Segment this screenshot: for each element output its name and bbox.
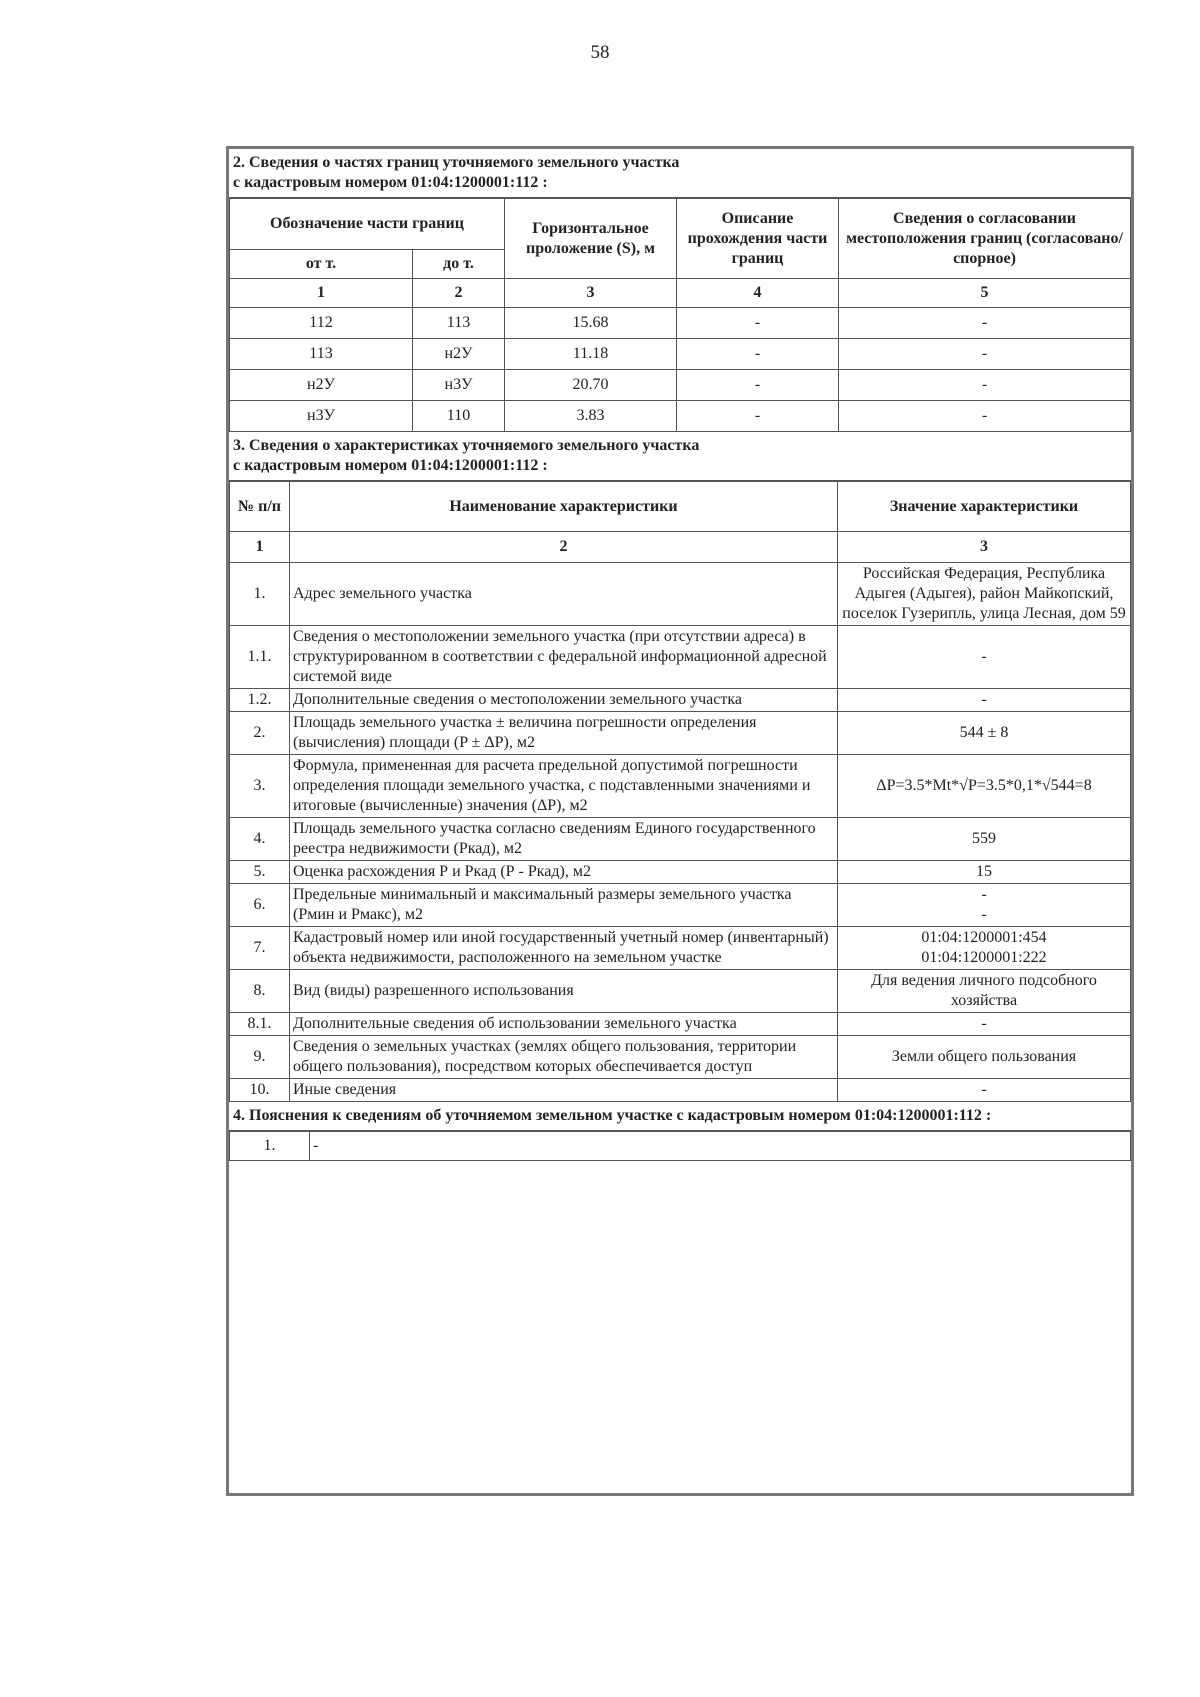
cell-horizontal: 15.68 [505, 308, 677, 339]
header-boundary: Обозначение части границ [230, 199, 505, 250]
section2-title [229, 149, 1131, 198]
explanation-text: - [310, 1132, 1131, 1161]
table-row [230, 401, 1131, 432]
header-name: Наименование характеристики [290, 482, 838, 532]
cell-to: н2У [413, 339, 505, 370]
table-row [230, 884, 1131, 927]
header-to: до т. [413, 250, 505, 279]
row-number: 1. [230, 563, 290, 626]
row-number: 6. [230, 884, 290, 927]
characteristic-value: Для ведения личного подсобного хозяйства [838, 970, 1131, 1013]
table-row [230, 927, 1131, 970]
characteristics-table [229, 481, 1131, 1102]
table-row [230, 689, 1131, 712]
cell-to: 113 [413, 308, 505, 339]
table-row [230, 1079, 1131, 1102]
row-number: 5. [230, 861, 290, 884]
characteristic-value: - [838, 626, 1131, 689]
cell-agreement: - [839, 401, 1131, 432]
characteristic-value: 559 [838, 818, 1131, 861]
header-num: № п/п [230, 482, 290, 532]
row-number: 8.1. [230, 1013, 290, 1036]
characteristic-value: Российская Федерация, Республика Адыгея (Адыгея), район Майкопский, поселок Гузерипль, улица Лесная, дом 59 [838, 563, 1131, 626]
row-number: 1.1. [230, 626, 290, 689]
table-row [230, 1036, 1131, 1079]
index-cell: 2 [290, 532, 838, 563]
characteristic-name: Предельные минимальный и максимальный размеры земельного участка (Рмин и Рмакс), м2 [290, 884, 838, 927]
characteristic-value: - [838, 1013, 1131, 1036]
characteristic-name: Кадастровый номер или иной государственный учетный номер (инвентарный) объекта недвижимости, расположенного на земельном участке [290, 927, 838, 970]
cell-horizontal: 11.18 [505, 339, 677, 370]
row-number: 1. [230, 1132, 310, 1161]
boundary-parts-table [229, 198, 1131, 432]
cell-horizontal: 3.83 [505, 401, 677, 432]
table-row [230, 563, 1131, 626]
characteristic-name: Дополнительные сведения о местоположении земельного участка [290, 689, 838, 712]
table-row [230, 712, 1131, 755]
row-number: 4. [230, 818, 290, 861]
table-row [230, 308, 1131, 339]
table-row [230, 626, 1131, 689]
section3-title-line2: с кадастровым номером 01:04:1200001:112 : [233, 457, 548, 474]
header-horizontal: Горизонтальное проложение (S), м [505, 199, 677, 279]
characteristic-name: Вид (виды) разрешенного использования [290, 970, 838, 1013]
explanations-table [229, 1131, 1131, 1161]
table-row [230, 339, 1131, 370]
row-number: 3. [230, 755, 290, 818]
characteristic-value: 544 ± 8 [838, 712, 1131, 755]
characteristic-value [838, 884, 1131, 927]
header-value: Значение характеристики [838, 482, 1131, 532]
header-agreement: Сведения о согласовании местоположения границ (согласовано/спорное) [839, 199, 1131, 279]
value-line: 01:04:1200001:454 [921, 929, 1047, 946]
table-row [230, 861, 1131, 884]
characteristic-name: Площадь земельного участка согласно сведениям Единого государственного реестра недвижимости (Ркад), м2 [290, 818, 838, 861]
index-cell: 2 [413, 279, 505, 308]
cell-agreement: - [839, 370, 1131, 401]
characteristic-name: Дополнительные сведения об использовании земельного участка [290, 1013, 838, 1036]
page-number: 58 [590, 42, 610, 63]
section2-title-line1: 2. Сведения о частях границ уточняемого земельного участка [233, 154, 680, 171]
row-number: 7. [230, 927, 290, 970]
characteristic-value: Земли общего пользования [838, 1036, 1131, 1079]
table-row [230, 1013, 1131, 1036]
cell-from: н3У [230, 401, 413, 432]
header-description: Описание прохождения части границ [677, 199, 839, 279]
index-cell: 1 [230, 279, 413, 308]
characteristic-name: Оценка расхождения Р и Ркад (Р - Ркад), м2 [290, 861, 838, 884]
value-line: - [981, 886, 987, 903]
section3-title-line1: 3. Сведения о характеристиках уточняемого земельного участка [233, 437, 700, 454]
row-number: 8. [230, 970, 290, 1013]
table-row [230, 370, 1131, 401]
header-from: от т. [230, 250, 413, 279]
cell-horizontal: 20.70 [505, 370, 677, 401]
section2-title-line2: с кадастровым номером 01:04:1200001:112 : [233, 174, 548, 191]
row-number: 2. [230, 712, 290, 755]
index-cell: 1 [230, 532, 290, 563]
characteristic-name: Сведения о местоположении земельного участка (при отсутствии адреса) в структурированном в соответствии с федеральной информационной адресной системой виде [290, 626, 838, 689]
characteristic-name: Иные сведения [290, 1079, 838, 1102]
characteristic-value: 15 [838, 861, 1131, 884]
cell-agreement: - [839, 339, 1131, 370]
value-line: - [981, 906, 987, 923]
characteristic-value: - [838, 689, 1131, 712]
characteristic-name: Площадь земельного участка ± величина погрешности определения (вычисления) площади (P ± ΔP), м2 [290, 712, 838, 755]
cell-from: 113 [230, 339, 413, 370]
table-row [230, 970, 1131, 1013]
cell-to: 110 [413, 401, 505, 432]
row-number: 10. [230, 1079, 290, 1102]
index-cell: 3 [505, 279, 677, 308]
section4-title: 4. Пояснения к сведениям об уточняемом земельном участке с кадастровым номером 01:04:1200001:112 : [229, 1102, 1131, 1131]
table-row [230, 818, 1131, 861]
index-cell: 4 [677, 279, 839, 308]
value-line: 01:04:1200001:222 [921, 949, 1047, 966]
cell-description: - [677, 308, 839, 339]
table-row [230, 755, 1131, 818]
index-cell: 3 [838, 532, 1131, 563]
characteristic-value [838, 927, 1131, 970]
cell-description: - [677, 401, 839, 432]
characteristic-value: - [838, 1079, 1131, 1102]
cell-from: 112 [230, 308, 413, 339]
index-row [230, 279, 1131, 308]
characteristic-name: Сведения о земельных участках (землях общего пользования, территории общего пользования), посредством которых обеспечивается доступ [290, 1036, 838, 1079]
characteristic-name: Формула, примененная для расчета предельной допустимой погрешности определения площади земельного участка, с подставленными значениями и итоговые (вычисленные) значения (ΔP), м2 [290, 755, 838, 818]
cell-from: н2У [230, 370, 413, 401]
row-number: 9. [230, 1036, 290, 1079]
cell-description: - [677, 339, 839, 370]
table-row [230, 1132, 1131, 1161]
cell-to: н3У [413, 370, 505, 401]
index-cell: 5 [839, 279, 1131, 308]
row-number: 1.2. [230, 689, 290, 712]
cell-description: - [677, 370, 839, 401]
section3-title [229, 432, 1131, 481]
cell-agreement: - [839, 308, 1131, 339]
index-row [230, 532, 1131, 563]
characteristic-value: ΔP=3.5*Mt*√P=3.5*0,1*√544=8 [838, 755, 1131, 818]
characteristic-name: Адрес земельного участка [290, 563, 838, 626]
document-frame [226, 146, 1134, 1496]
